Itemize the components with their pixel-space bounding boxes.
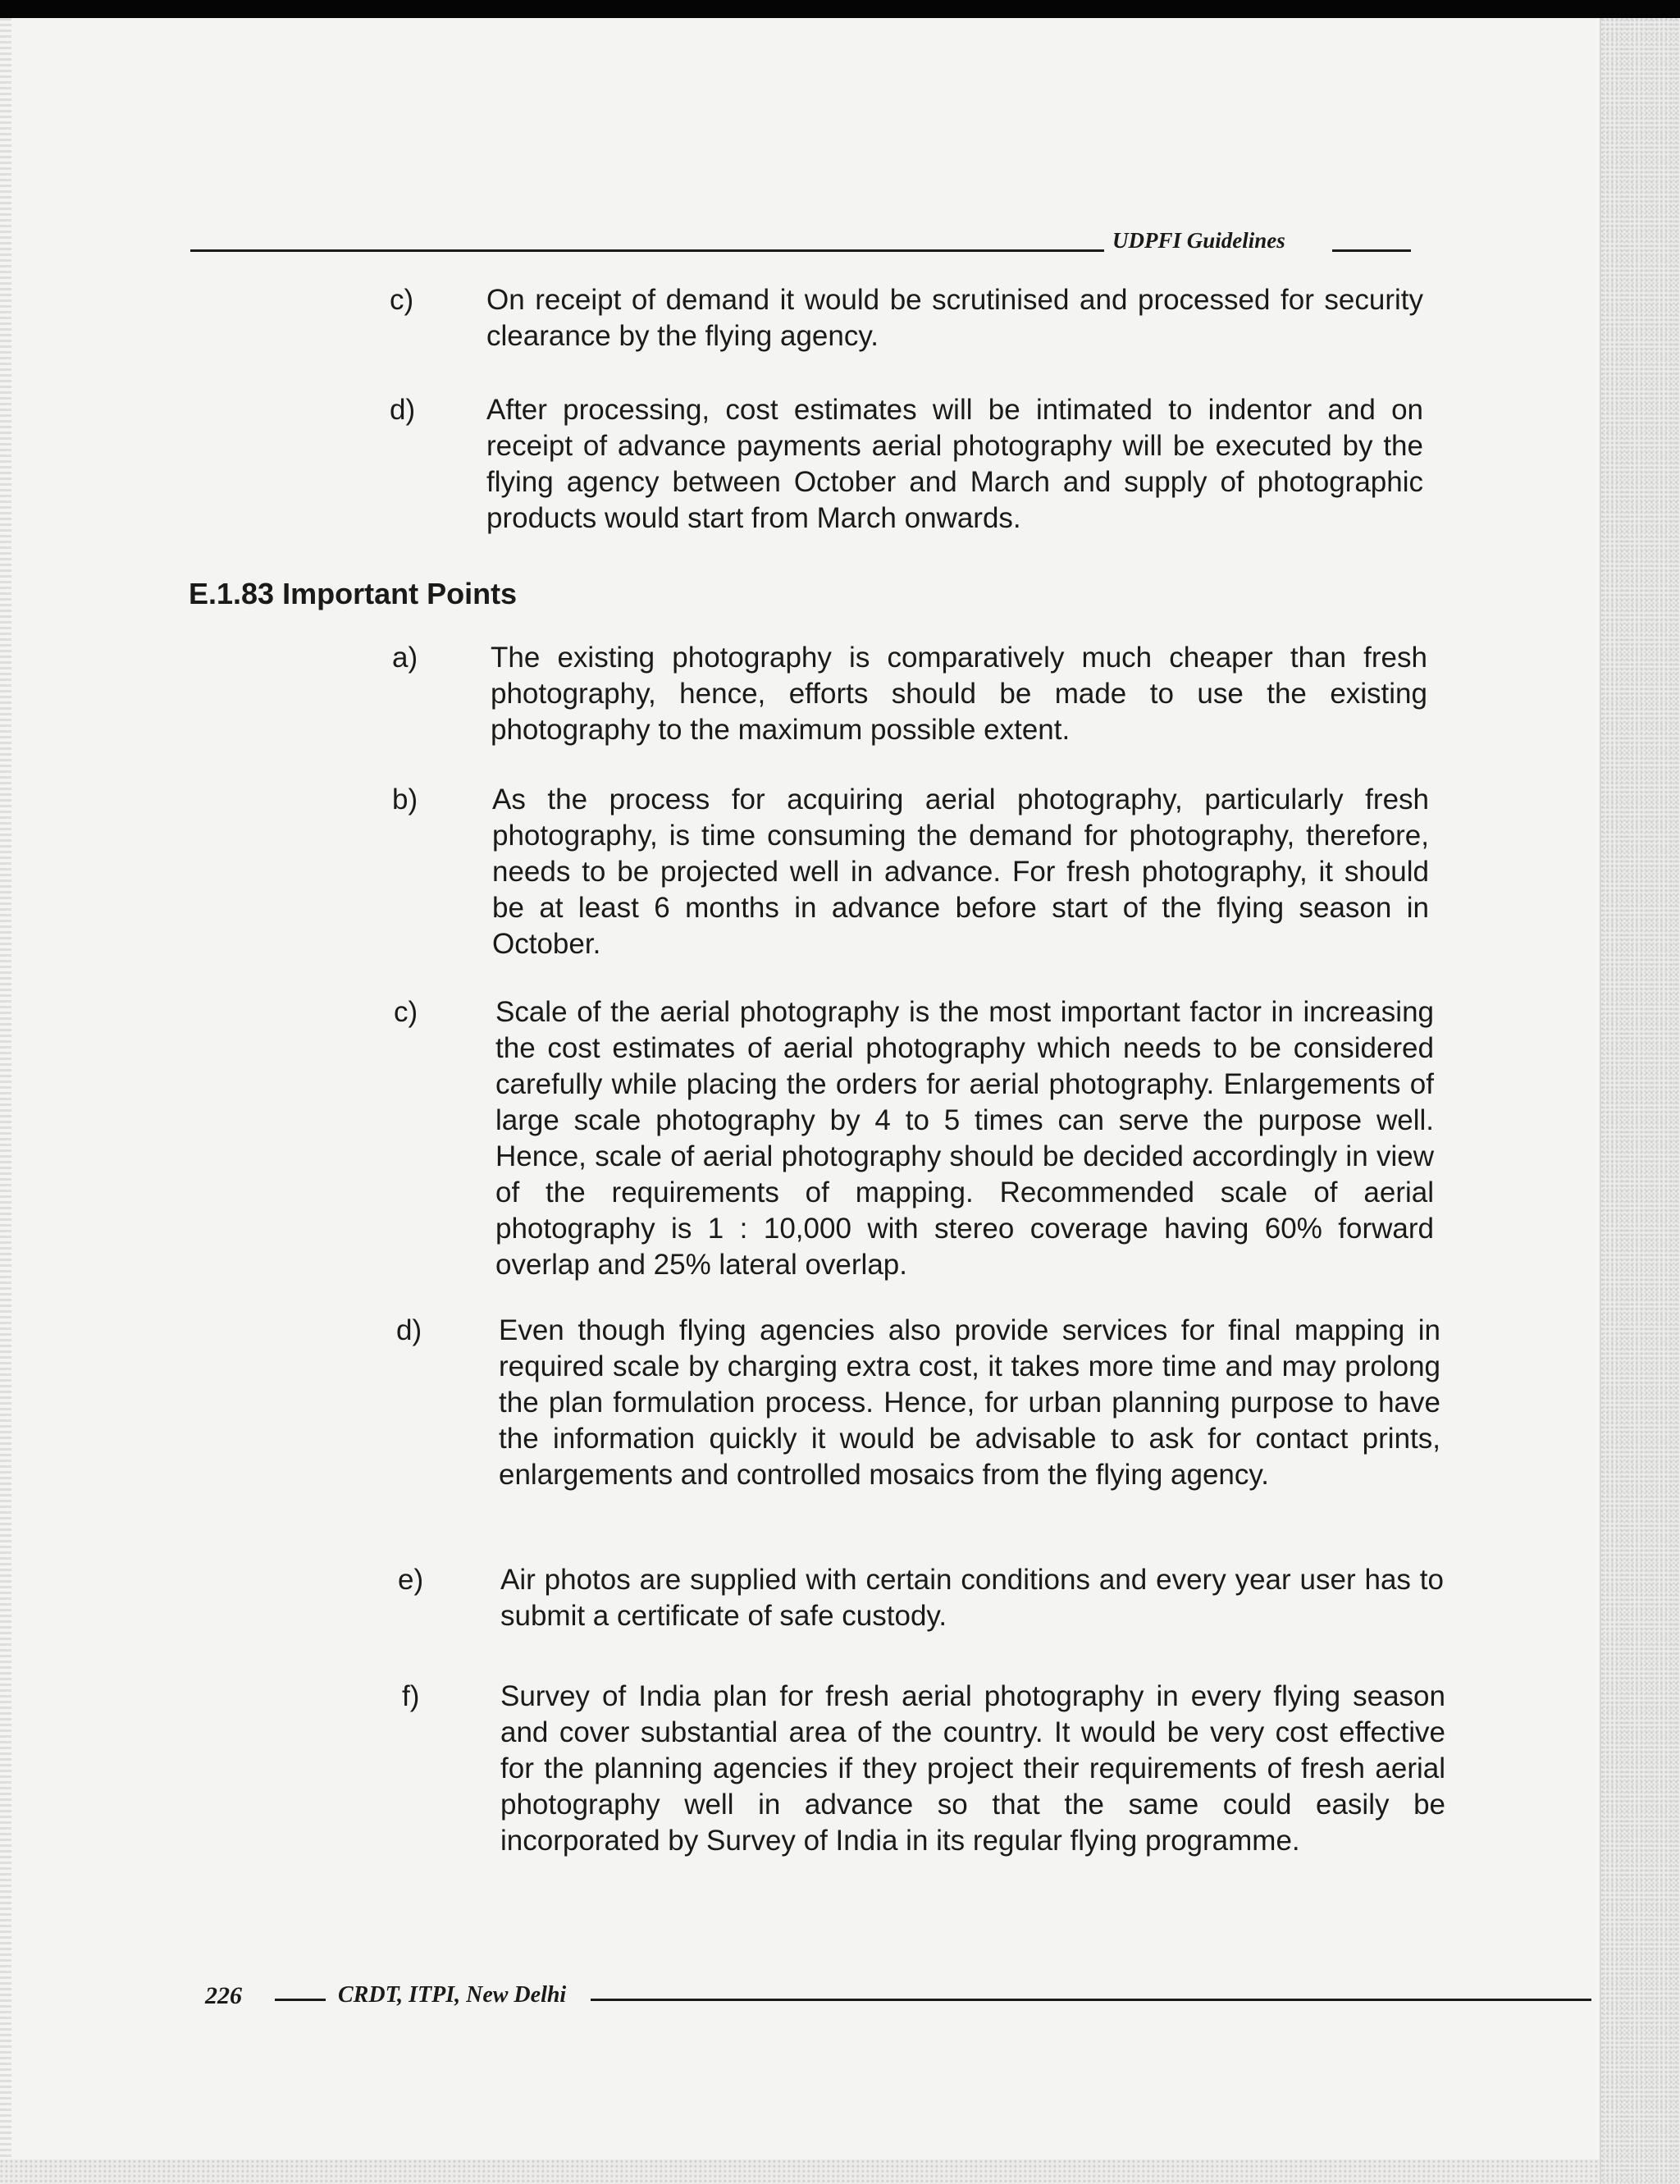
section-heading: E.1.83 Important Points bbox=[189, 577, 518, 610]
item-marker: c) bbox=[390, 284, 414, 316]
page-number: 226 bbox=[205, 1982, 242, 2009]
item-text: The existing photography is comparatively much cheaper than fresh photography, hence, efforts should be made to use the existing photography to the maximum possible extent. bbox=[491, 642, 1427, 746]
scan-bottom-edge bbox=[0, 2159, 1600, 2184]
item-marker: f) bbox=[402, 1680, 420, 1712]
item-text: Air photos are supplied with certain conditions and every year user has to submit a certificate of safe custody. bbox=[500, 1564, 1444, 1632]
scan-left-edge bbox=[0, 18, 11, 2159]
footer-dash bbox=[275, 1999, 326, 2001]
item-text: Scale of the aerial photography is the most important factor in increasing the cost estimates of aerial photography which needs to be considered carefully while placing the orders for aerial photography. Enlargements of large scale photography by 4 to 5 times can serve the purpose well. Hence, scale of aerial photography should be decided accordingly in view of the requirements of mapping. Recommended scale of aerial photography is 1 : 10,000 with stereo coverage having 60% forward overlap and 25% lateral overlap. bbox=[495, 996, 1434, 1281]
header-rule-tail bbox=[1332, 249, 1411, 252]
footer-organisation: CRDT, ITPI, New Delhi bbox=[338, 1982, 567, 2008]
header-rule bbox=[190, 249, 1104, 252]
item-text: Even though flying agencies also provide services for final mapping in required scale by charging extra cost, it takes more time and may prolong the plan formulation process. Hence, for urban planning purpose to have the information quickly it would be advisable to ask for contact prints, enlargements and controlled mosaics from the flying agency. bbox=[499, 1314, 1440, 1491]
item-marker: c) bbox=[394, 996, 418, 1028]
item-marker: a) bbox=[392, 642, 418, 674]
running-header bbox=[190, 222, 1421, 258]
item-text: On receipt of demand it would be scrutinised and processed for security clearance by the flying agency. bbox=[486, 284, 1423, 352]
item-marker: b) bbox=[392, 784, 418, 816]
scan-right-edge bbox=[1600, 18, 1680, 2184]
scan-top-border bbox=[0, 0, 1680, 18]
item-marker: e) bbox=[398, 1564, 424, 1596]
running-title: UDPFI Guidelines bbox=[1112, 228, 1285, 253]
footer-rule bbox=[591, 1999, 1591, 2001]
item-text: After processing, cost estimates will be intimated to indentor and on receipt of advance payments aerial photography will be executed by the flying agency between October and March and supply of photographic products would start from March onwards. bbox=[486, 394, 1423, 534]
item-marker: d) bbox=[396, 1314, 422, 1346]
item-text: As the process for acquiring aerial photography, particularly fresh photography, is time consuming the demand for photography, therefore, needs to be projected well in advance. For fresh photography, it should be at least 6 months in advance before start of the flying season in October. bbox=[492, 784, 1429, 960]
item-marker: d) bbox=[390, 394, 416, 426]
item-text: Survey of India plan for fresh aerial photography in every flying season and cover substantial area of the country. It would be very cost effective for the planning agencies if they project their requirements of fresh aerial photography well in advance so that the same could easily be incorporated by Survey of India in its regular flying programme. bbox=[500, 1680, 1445, 1857]
page-footer bbox=[205, 1979, 1436, 2017]
